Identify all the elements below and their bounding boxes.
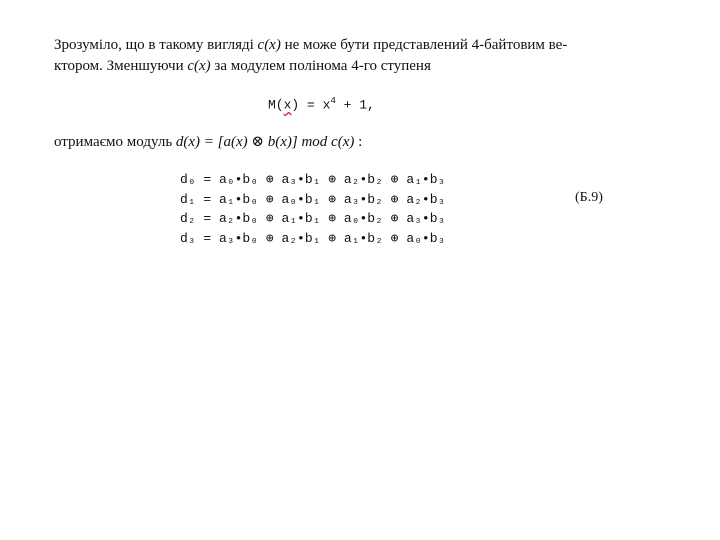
equation-label: (Б.9): [575, 190, 603, 205]
paragraph-intro: [54, 131, 362, 153]
poly-part: ) = x: [291, 97, 331, 113]
text-run: :: [354, 134, 363, 150]
text-run: Зрозуміло, що в такому вигляді: [54, 37, 258, 53]
equation-row: d₀ = a₀•b₀ ⊕ a₃•b₁ ⊕ a₂•b₂ ⊕ a₁•b₃: [180, 172, 446, 187]
paragraph-line-2: [54, 55, 431, 77]
poly-exponent: 4: [330, 96, 336, 106]
text-run: не може бути представлений 4-байтовим ве-: [280, 37, 568, 53]
text-run: отримаємо модуль: [54, 134, 176, 150]
math-c-x: c(x): [187, 58, 211, 74]
equation-row: d₁ = a₁•b₀ ⊕ a₀•b₁ ⊕ a₃•b₂ ⊕ a₂•b₃: [180, 191, 446, 207]
text-run: за модулем полінома 4-го ступеня: [210, 58, 431, 74]
paragraph-line-1: [54, 34, 567, 56]
poly-part: M(: [268, 97, 284, 113]
text-run: ктором. Зменшуючи: [54, 58, 188, 74]
equation-row: d₂ = a₂•b₀ ⊕ a₁•b₁ ⊕ a₀•b₂ ⊕ a₃•b₃: [180, 211, 446, 226]
math-d-formula: d(x) = [a(x) ⊗ b(x)] mod c(x): [175, 134, 355, 150]
poly-part: + 1,: [335, 97, 375, 113]
equation-system: [180, 170, 445, 248]
polynomial-formula: [268, 96, 375, 112]
equation-row: d₃ = a₃•b₀ ⊕ a₂•b₁ ⊕ a₁•b₂ ⊕ a₀•b₃: [180, 230, 446, 246]
poly-variable: x: [283, 97, 292, 113]
math-c-x: c(x): [257, 37, 281, 53]
